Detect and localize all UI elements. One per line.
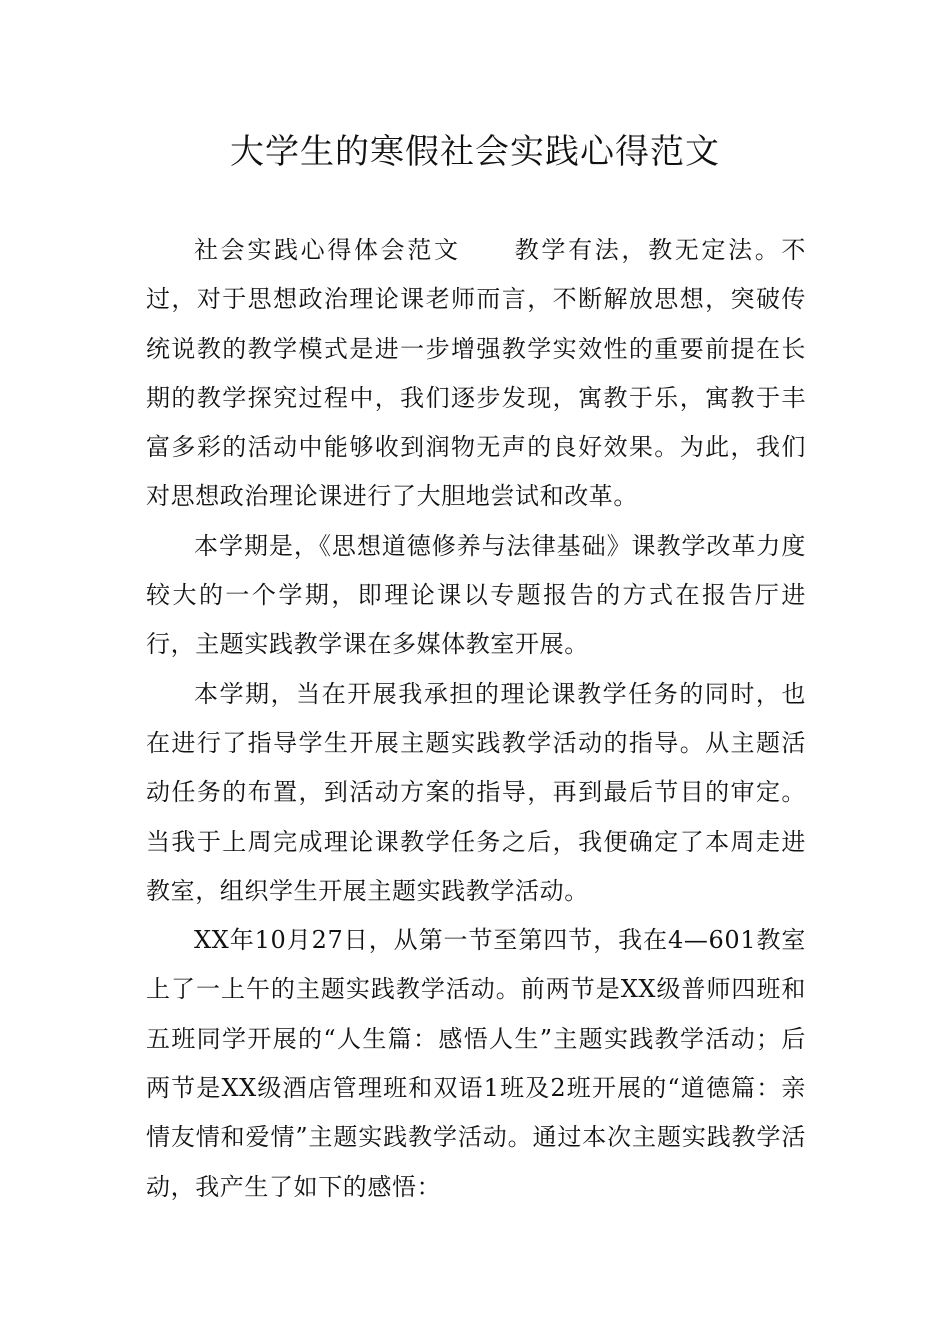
paragraph-1-lead: 社会实践心得体会范文 xyxy=(194,236,461,264)
paragraph-3: 本学期，当在开展我承担的理论课教学任务的同时，也在进行了指导学生开展主题实践教学活动的指导。从主题活动任务的布置，到活动方案的指导，再到最后节目的审定。当我于上周完成理论课教学任务之后，我便确定了本周走进教室，组织学生开展主题实践教学活动。 xyxy=(146,679,806,905)
paragraph-1-text: 教学有法，教无定法。不过，对于思想政治理论课老师而言，不断解放思想，突破传统说教的教学模式是进一步增强教学实效性的重要前提在长期的教学探究过程中，我们逐步发现，寓教于乐，寓教于丰富多彩的活动中能够收到润物无声的良好效果。为此，我们对思想政治理论课进行了大胆地尝试和改革。 xyxy=(146,236,806,511)
paragraph-4: XX年10月27日，从第一节至第四节，我在4—601教室上了一上午的主题实践教学活动。前两节是XX级普师四班和五班同学开展的“人生篇：感悟人生”主题实践教学活动；后两节是XX级酒店管理班和双语1班及2班开展的“道德篇：亲情友情和爱情”主题实践教学活动。通过本次主题实践教学活动，我产生了如下的感悟： xyxy=(146,926,806,1201)
paragraph-1 xyxy=(146,226,806,522)
paragraph-2: 本学期是，《思想道德修养与法律基础》课教学改革力度较大的一个学期，即理论课以专题报告的方式在报告厅进行，主题实践教学课在多媒体教室开展。 xyxy=(146,531,806,659)
document-title: 大学生的寒假社会实践心得范文 xyxy=(230,132,720,172)
document-body xyxy=(146,226,806,1212)
